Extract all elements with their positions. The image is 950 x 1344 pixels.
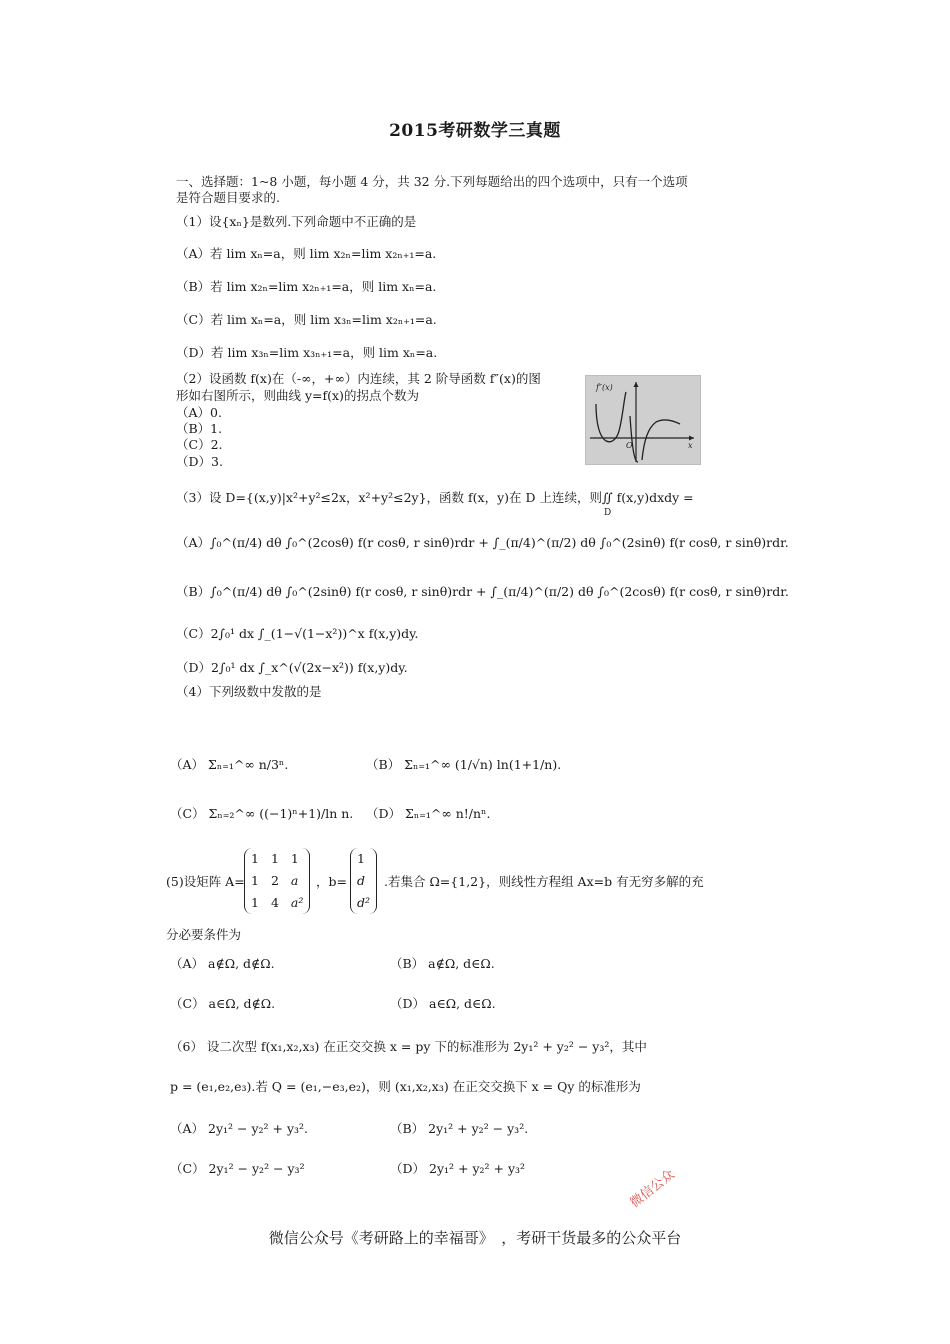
matrix-cell: 1 [251,873,259,888]
q3-option-a: （A）∫₀^(π/4) dθ ∫₀^(2cosθ) f(r cosθ, r sinθ)rdr + ∫_(π/4)^(π/2) dθ ∫₀^(2sinθ) f(r cosθ, r sinθ)rdr. [176,535,789,550]
q6-option-d: （D） 2y₁² + y₂² + y₃² [390,1161,526,1176]
matrix-cell: 4 [270,895,279,910]
vector-cell: 1 [357,851,365,866]
watermark-stamp: 微信公众 [627,1167,678,1211]
q5-option-a: （A） a∉Ω, d∉Ω. [170,956,275,971]
q5-option-d: （D） a∈Ω, d∈Ω. [390,996,496,1011]
matrix-cell: 1 [251,851,259,866]
vector-cell: d [357,873,366,888]
section-header-line1: 一、选择题：1~8 小题，每小题 4 分，共 32 分.下列每题给出的四个选项中，只有一个选项 [176,174,688,189]
fig-ylabel: f″(x) [596,383,613,392]
second-derivative-figure [585,375,701,465]
q1-option-c: （C）若 lim xₙ=a，则 lim x₃ₙ=lim x₂ₙ₊₁=a. [176,312,437,327]
page-footer: 微信公众号《考研路上的幸福哥》 ，考研干货最多的公众平台 [268,1229,682,1247]
q1-stem: （1）设{xₙ}是数列.下列命题中不正确的是 [176,214,417,229]
q5-option-b: （B） a∉Ω, d∈Ω. [390,956,495,971]
second-derivative-graph [586,376,700,464]
matrix-cell: 2 [270,873,279,888]
q6-line2: p = (e₁,e₂,e₃).若 Q = (e₁,−e₃,e₂)，则 (x₁,x₂,x₃) 在正交交换下 x = Qy 的标准形为 [170,1079,641,1094]
q4-option-a: （A） Σₙ₌₁^∞ n/3ⁿ. [170,757,289,772]
q4-option-d: （D） Σₙ₌₁^∞ n!/nⁿ. [366,806,491,821]
matrix-row [251,892,303,914]
q6-line1: （6） 设二次型 f(x₁,x₂,x₃) 在正交交换 x = py 下的标准形为 2y₁² + y₂² − y₃²，其中 [170,1039,647,1054]
q5-suffix: .若集合 Ω={1,2}，则线性方程组 Ax=b 有无穷多解的充 [384,874,704,889]
q4-option-c: （C） Σₙ₌₂^∞ ((−1)ⁿ+1)/ln n. [170,806,354,821]
q1-option-a: （A）若 lim xₙ=a，则 lim x₂ₙ=lim x₂ₙ₊₁=a. [176,246,437,261]
q2-line2: 形如右图所示，则曲线 y=f(x)的拐点个数为 [176,388,419,403]
q1-option-b: （B）若 lim x₂ₙ=lim x₂ₙ₊₁=a，则 lim xₙ=a. [176,279,437,294]
q2-line1: （2）设函数 f(x)在（-∞，+∞）内连续，其 2 阶导函数 f″(x)的图 [176,371,541,386]
q6-option-c: （C） 2y₁² − y₂² − y₃² [170,1161,305,1176]
q3-option-b: （B）∫₀^(π/4) dθ ∫₀^(2sinθ) f(r cosθ, r sinθ)rdr + ∫_(π/4)^(π/2) dθ ∫₀^(2cosθ) f(r cosθ, r sinθ)rdr. [176,584,789,599]
q3-stem: （3）设 D={(x,y)|x²+y²≤2x，x²+y²≤2y}，函数 f(x，y)在 D 上连续，则∬ f(x,y)dxdy = [176,490,694,505]
matrix-cell: a [290,873,299,888]
vector-cell: d² [357,895,371,910]
vector-b [350,848,377,914]
matrix-cell: 1 [290,851,299,866]
q3-option-d: （D）2∫₀¹ dx ∫_x^(√(2x−x²)) f(x,y)dy. [176,660,408,675]
matrix-row [251,848,303,870]
q2-option-c: （C）2. [176,437,223,452]
q5-line2: 分必要条件为 [166,927,242,942]
q2-option-d: （D）3. [176,454,223,469]
q6-option-b: （B） 2y₁² + y₂² − y₃². [390,1121,529,1136]
q4-stem: （4）下列级数中发散的是 [176,684,322,699]
q2-option-a: （A）0. [176,405,222,420]
matrix-row [251,870,303,892]
q3-option-c: （C）2∫₀¹ dx ∫_(1−√(1−x²))^x f(x,y)dy. [176,626,419,641]
section-header-line2: 是符合题目要求的. [176,190,280,205]
matrix-cell: 1 [270,851,279,866]
matrix-a [244,848,310,914]
q4-option-b: （B） Σₙ₌₁^∞ (1/√n) ln(1+1/n). [366,757,562,772]
q5-option-c: （C） a∈Ω, d∉Ω. [170,996,276,1011]
q5-b-label: ，b= [316,874,347,889]
q5-prefix: (5)设矩阵 A= [166,874,245,889]
fig-origin: O [626,441,633,450]
q6-option-a: （A） 2y₁² − y₂² + y₃². [170,1121,309,1136]
q1-option-d: （D）若 lim x₃ₙ=lim x₃ₙ₊₁=a，则 lim xₙ=a. [176,345,438,360]
matrix-cell: 1 [251,895,259,910]
q2-option-b: （B）1. [176,421,223,436]
fig-xlabel: x [688,441,693,450]
matrix-cell: a² [290,895,304,910]
q3-domain: D [604,508,612,518]
page-title: 2015考研数学三真题 [389,121,561,141]
